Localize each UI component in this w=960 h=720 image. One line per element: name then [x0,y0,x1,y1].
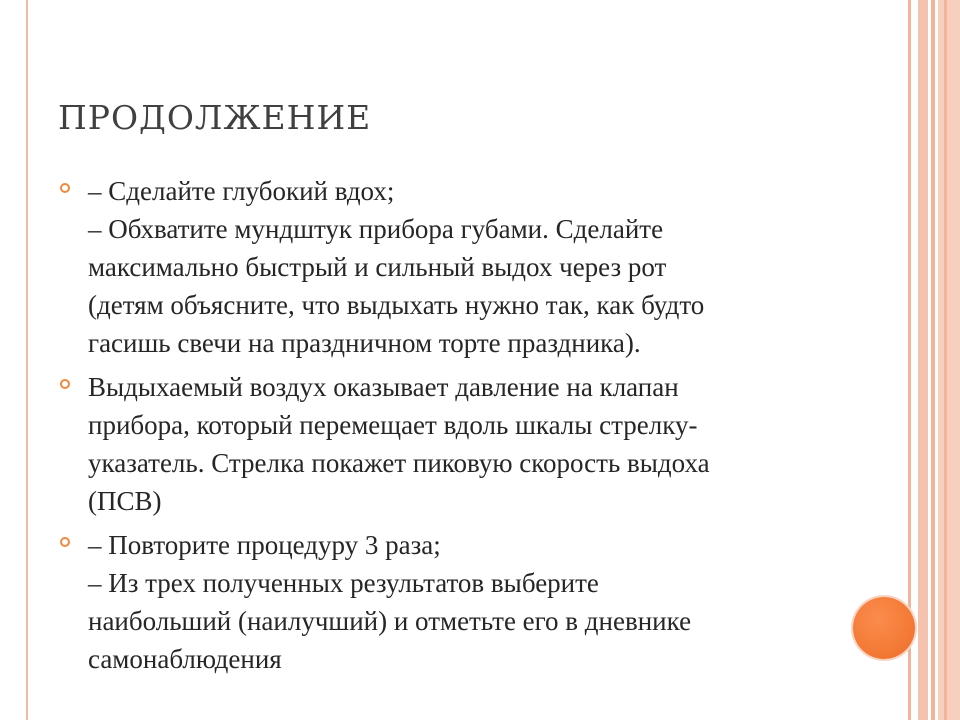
slide-title: ПРОДОЛЖЕНИЕ [58,98,372,137]
bullet-line: (ПСВ) [88,486,162,516]
right-decor-stripe [931,0,935,720]
bullet-line: – Повторите процедуру 3 раза; [88,530,441,560]
bullet-item [60,368,820,520]
left-border-line [26,0,28,720]
bullet-line: гасишь свечи на праздничном торте праздника). [88,328,641,358]
bullet-line: (детям объясните, что выдыхать нужно так, как будто [88,290,705,320]
bullet-line: указатель. Стрелка покажет пиковую скорость выдоха [88,448,710,478]
bullet-line: Выдыхаемый воздух оказывает давление на клапан [88,372,679,402]
circle-bullet-icon [60,183,70,193]
bullet-line: самонаблюдения [88,644,282,674]
bullet-line: максимально быстрый и сильный выдох через рот [88,252,667,282]
bullet-line: – Сделайте глубокий вдох; [88,176,395,206]
right-decor-stripe [938,0,960,720]
bullet-item [60,172,820,362]
bullet-list [60,172,820,684]
bullet-item [60,526,820,678]
right-decor-stripe [918,0,928,720]
bullet-line: – Обхватите мундштук прибора губами. Сделайте [88,214,664,244]
right-decor-stripe [944,0,947,720]
bullet-line: прибора, который перемещает вдоль шкалы стрелку- [88,410,698,440]
circle-bullet-icon [60,379,70,389]
bullet-line: наибольший (наилучший) и отметьте его в дневнике [88,606,692,636]
circle-bullet-icon [60,537,70,547]
orange-circle-icon [853,597,915,659]
bullet-line: – Из трех полученных результатов выберите [88,568,599,598]
